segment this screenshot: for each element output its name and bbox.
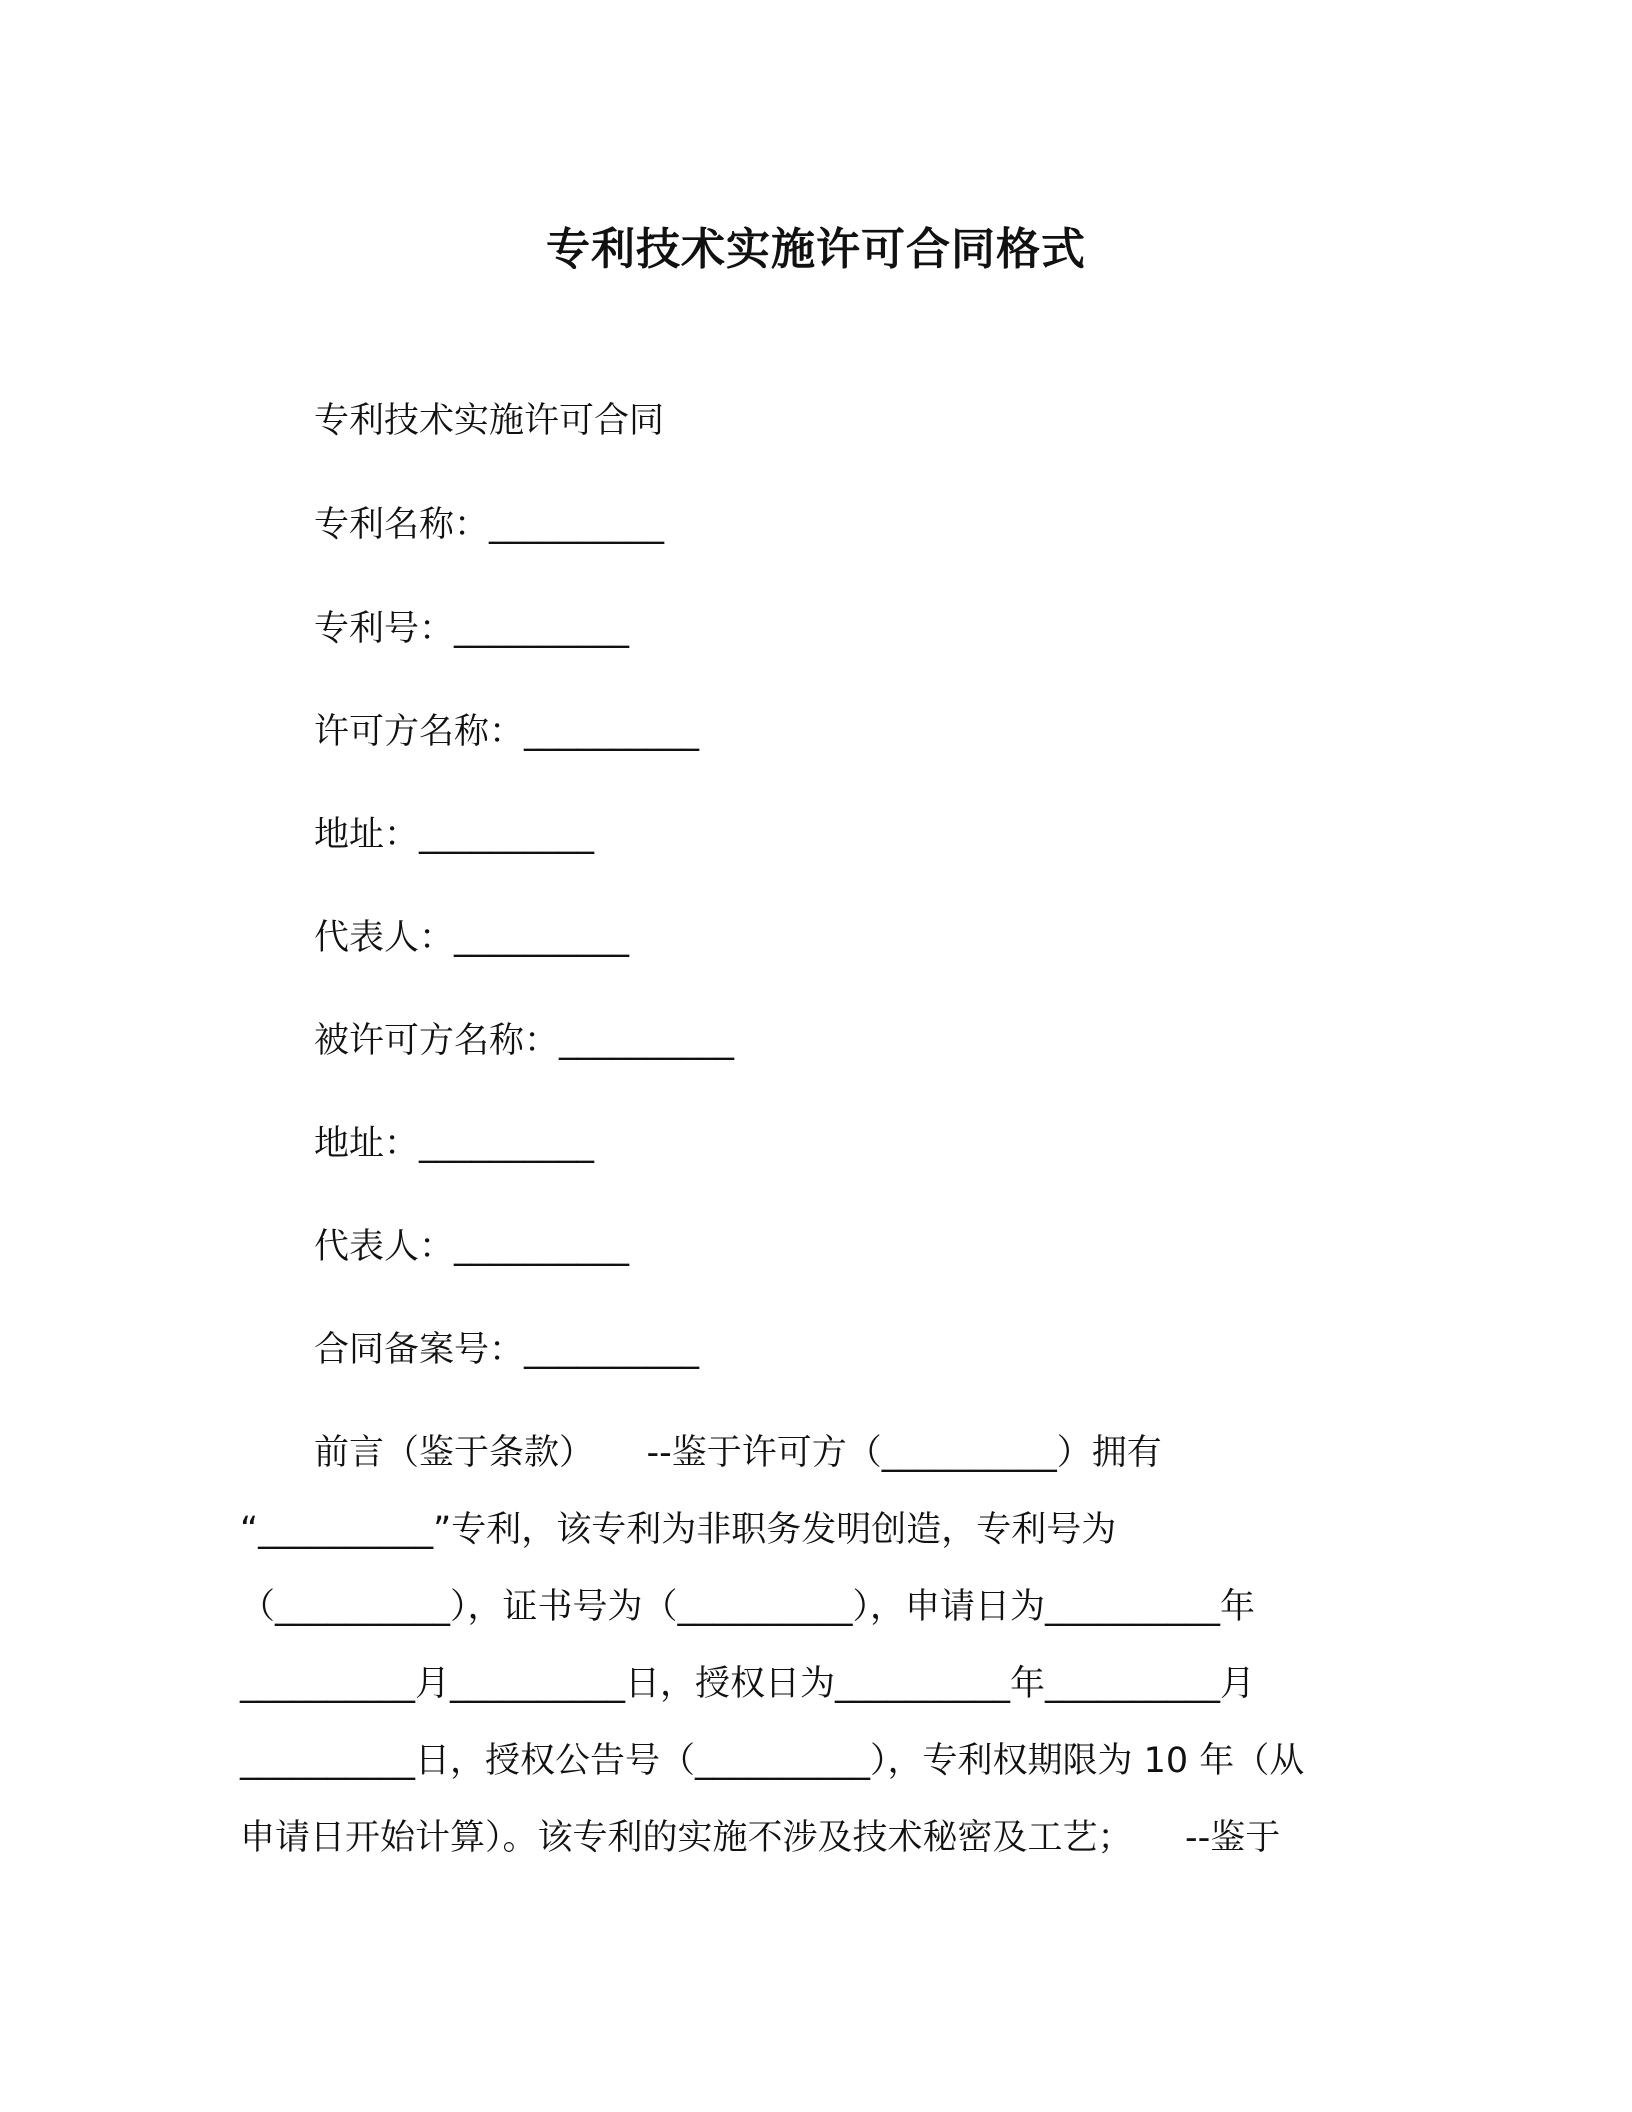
field-patent-number: 专利号：__________ (314, 609, 630, 649)
field-patent-name: 专利名称：__________ (314, 505, 665, 545)
field-licensor-name: 许可方名称：__________ (314, 712, 700, 752)
field-licensee-address: 地址：__________ (314, 1124, 595, 1164)
field-licensor-address: 地址：__________ (314, 815, 595, 855)
preamble-line: （__________），证书号为（__________），申请日为__________年 (240, 1587, 1256, 1627)
preamble-line: 前言（鉴于条款） --鉴于许可方（__________）拥有 (314, 1433, 1162, 1473)
contract-subtitle: 专利技术实施许可合同 (314, 401, 665, 441)
preamble-line: __________月__________日，授权日为__________年__________月 (240, 1664, 1256, 1704)
document-title: 专利技术实施许可合同格式 (546, 224, 1086, 275)
field-contract-record-number: 合同备案号：__________ (314, 1330, 700, 1370)
field-licensor-representative: 代表人：__________ (314, 918, 630, 958)
preamble-line: “__________”专利，该专利为非职务发明创造，专利号为 (240, 1510, 1117, 1550)
field-licensee-name: 被许可方名称：__________ (314, 1021, 735, 1061)
preamble-line: __________日，授权公告号（__________），专利权期限为 10 年（从 (240, 1741, 1305, 1781)
field-licensee-representative: 代表人：__________ (314, 1227, 630, 1267)
preamble-line: 申请日开始计算）。该专利的实施不涉及技术秘密及工艺； --鉴于 (240, 1818, 1281, 1858)
